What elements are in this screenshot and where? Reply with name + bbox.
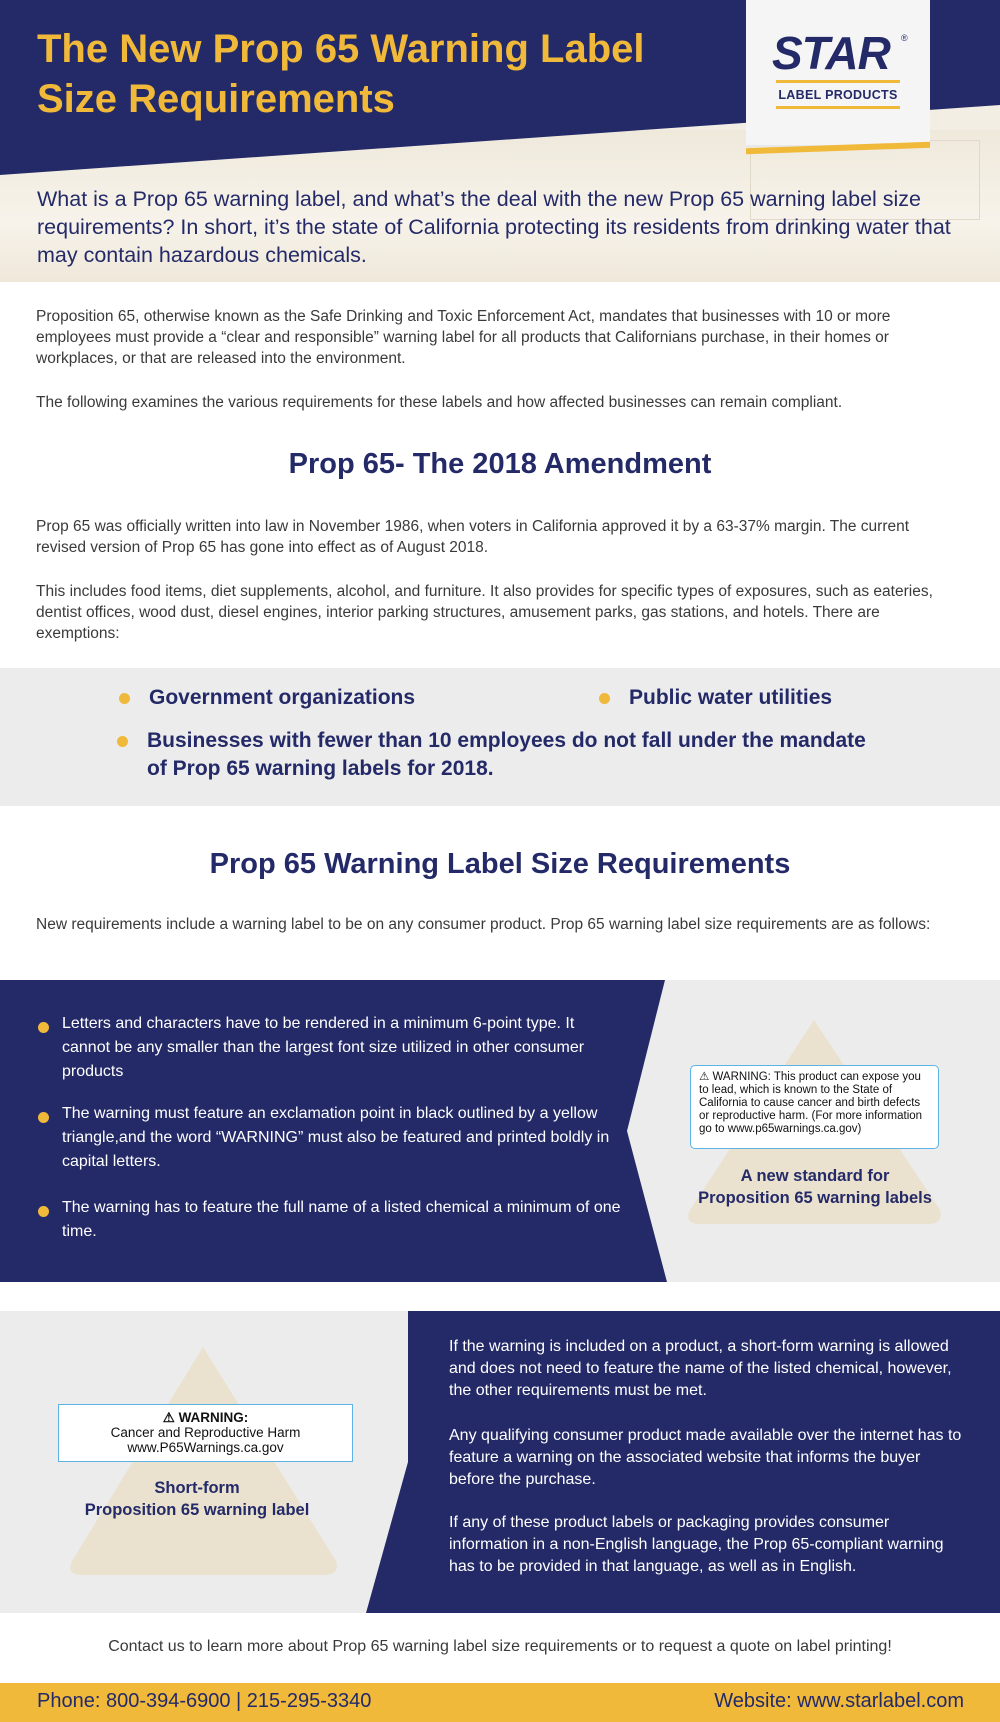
short-form-warning-title: WARNING: xyxy=(178,1410,249,1425)
short-form-warning-title-row xyxy=(59,1410,352,1425)
online-warning-paragraph: Any qualifying consumer product made available over the internet has to feature a warning on the associated website that informs the buyer before the purchase. xyxy=(449,1427,962,1488)
short-form-caption xyxy=(58,1477,336,1521)
size-requirements-intro: New requirements include a warning label to be on any consumer product. Prop 65 warning label size requirements are as follows: xyxy=(36,916,931,933)
non-english-paragraph: If any of these product labels or packaging provides consumer information in a non-English language, the Prop 65-compliant warning has to be provided in that language, as well as in English. xyxy=(449,1514,944,1575)
page-title xyxy=(37,24,677,124)
exemption-small-businesses: Businesses with fewer than 10 employees do not fall under the mandate of Prop 65 warning labels for 2018. xyxy=(147,729,866,780)
full-warning-label-sample xyxy=(690,1065,939,1149)
size-requirements-panel xyxy=(0,980,1000,1282)
short-form-caption-line2: Proposition 65 warning label xyxy=(84,1501,310,1519)
bullet-icon xyxy=(38,1022,49,1033)
intro-paragraph-1: Proposition 65, otherwise known as the Safe Drinking and Toxic Enforcement Act, mandates that businesses with 10 or more employees must provide a “clear and responsible” warning label for all products that Californians purchase, in their homes or workplaces, or that are released into the environment. xyxy=(36,308,891,367)
bullet-icon xyxy=(38,1112,49,1123)
short-form-caption-line1: Short-form xyxy=(154,1479,240,1497)
requirement-chemical-name: The warning has to feature the full name of a listed chemical a minimum of one time. xyxy=(62,1199,621,1240)
exemption-water-utilities: Public water utilities xyxy=(629,686,833,709)
size-requirements-title: Prop 65 Warning Label Size Requirements xyxy=(209,848,791,880)
page-title-line2: Size Requirements xyxy=(37,77,395,121)
short-form-paragraph-1: If the warning is included on a product, a short-form warning is allowed and does not need to feature the name of the listed chemical, however, the other requirements must be met. xyxy=(449,1338,952,1399)
bullet-icon xyxy=(599,693,610,704)
amendment-section-title: Prop 65- The 2018 Amendment xyxy=(288,448,712,480)
intro-question: What is a Prop 65 warning label, and what’s the deal with the new Prop 65 warning label size requirements? In short, it’s the state of California protecting its residents from drinking water that may contain hazardous chemicals. xyxy=(37,187,951,267)
bullet-icon xyxy=(38,1206,49,1217)
short-form-warning-line3: www.P65Warnings.ca.gov xyxy=(127,1440,284,1455)
short-form-warning-line2: Cancer and Reproductive Harm xyxy=(110,1425,301,1440)
logo-wordmark xyxy=(772,27,890,79)
logo-name: STAR xyxy=(772,27,890,79)
exemptions-band xyxy=(0,668,1000,806)
contact-call-to-action: Contact us to learn more about Prop 65 warning label size requirements or to request a quote on label printing! xyxy=(108,1638,892,1655)
star-label-logo[interactable] xyxy=(746,0,930,145)
exemption-government: Government organizations xyxy=(149,686,416,709)
full-warning-caption-line2: Proposition 65 warning labels xyxy=(698,1189,932,1207)
requirement-minimum-type: Letters and characters have to be rendered in a minimum 6-point type. It cannot be any smaller than the largest font size utilized in other consumer products xyxy=(62,1015,585,1080)
logo-divider-top xyxy=(776,80,900,83)
footer-phone[interactable]: Phone: 800-394-6900 | 215-295-3340 xyxy=(37,1690,372,1712)
warning-triangle-icon: ⚠ xyxy=(162,1410,175,1425)
bullet-icon xyxy=(119,693,130,704)
amendment-paragraph-2: This includes food items, diet supplements, alcohol, and furniture. It also provides for specific types of exposures, such as eateries, dentist offices, wood dust, diesel engines, interior parking structures, amusement parks, gas stations, and hotels. There are exemptions: xyxy=(36,583,933,642)
footer-bar xyxy=(0,1683,1000,1722)
logo-registered-mark: ® xyxy=(901,33,908,43)
short-form-panel xyxy=(0,1311,1000,1613)
intro-paragraph-2: The following examines the various requirements for these labels and how affected businesses can remain compliant. xyxy=(36,394,843,411)
footer-website-link[interactable]: Website: www.starlabel.com xyxy=(714,1690,964,1712)
amendment-paragraph-1: Prop 65 was officially written into law in November 1986, when voters in California approved it by a 63-37% margin. The current revised version of Prop 65 has gone into effect as of August 2018. xyxy=(36,518,910,556)
logo-divider-bottom xyxy=(776,106,900,109)
short-form-warning-label-sample xyxy=(58,1404,353,1462)
page-title-line1: The New Prop 65 Warning Label xyxy=(37,27,645,71)
full-warning-caption-line1: A new standard for xyxy=(740,1167,890,1185)
full-warning-caption xyxy=(690,1165,940,1209)
requirement-exclamation-point: The warning must feature an exclamation point in black outlined by a yellow triangle,and the word “WARNING” must also be featured and printed boldly in capital letters. xyxy=(62,1105,610,1170)
bullet-icon xyxy=(117,736,128,747)
full-warning-label-text: ⚠ WARNING: This product can expose you to lead, which is known to the State of California to cause cancer and birth defects or reproductive harm. (For more information go to www.p65warnings.ca.gov) xyxy=(699,1071,923,1135)
logo-tagline: LABEL PRODUCTS xyxy=(778,88,898,102)
